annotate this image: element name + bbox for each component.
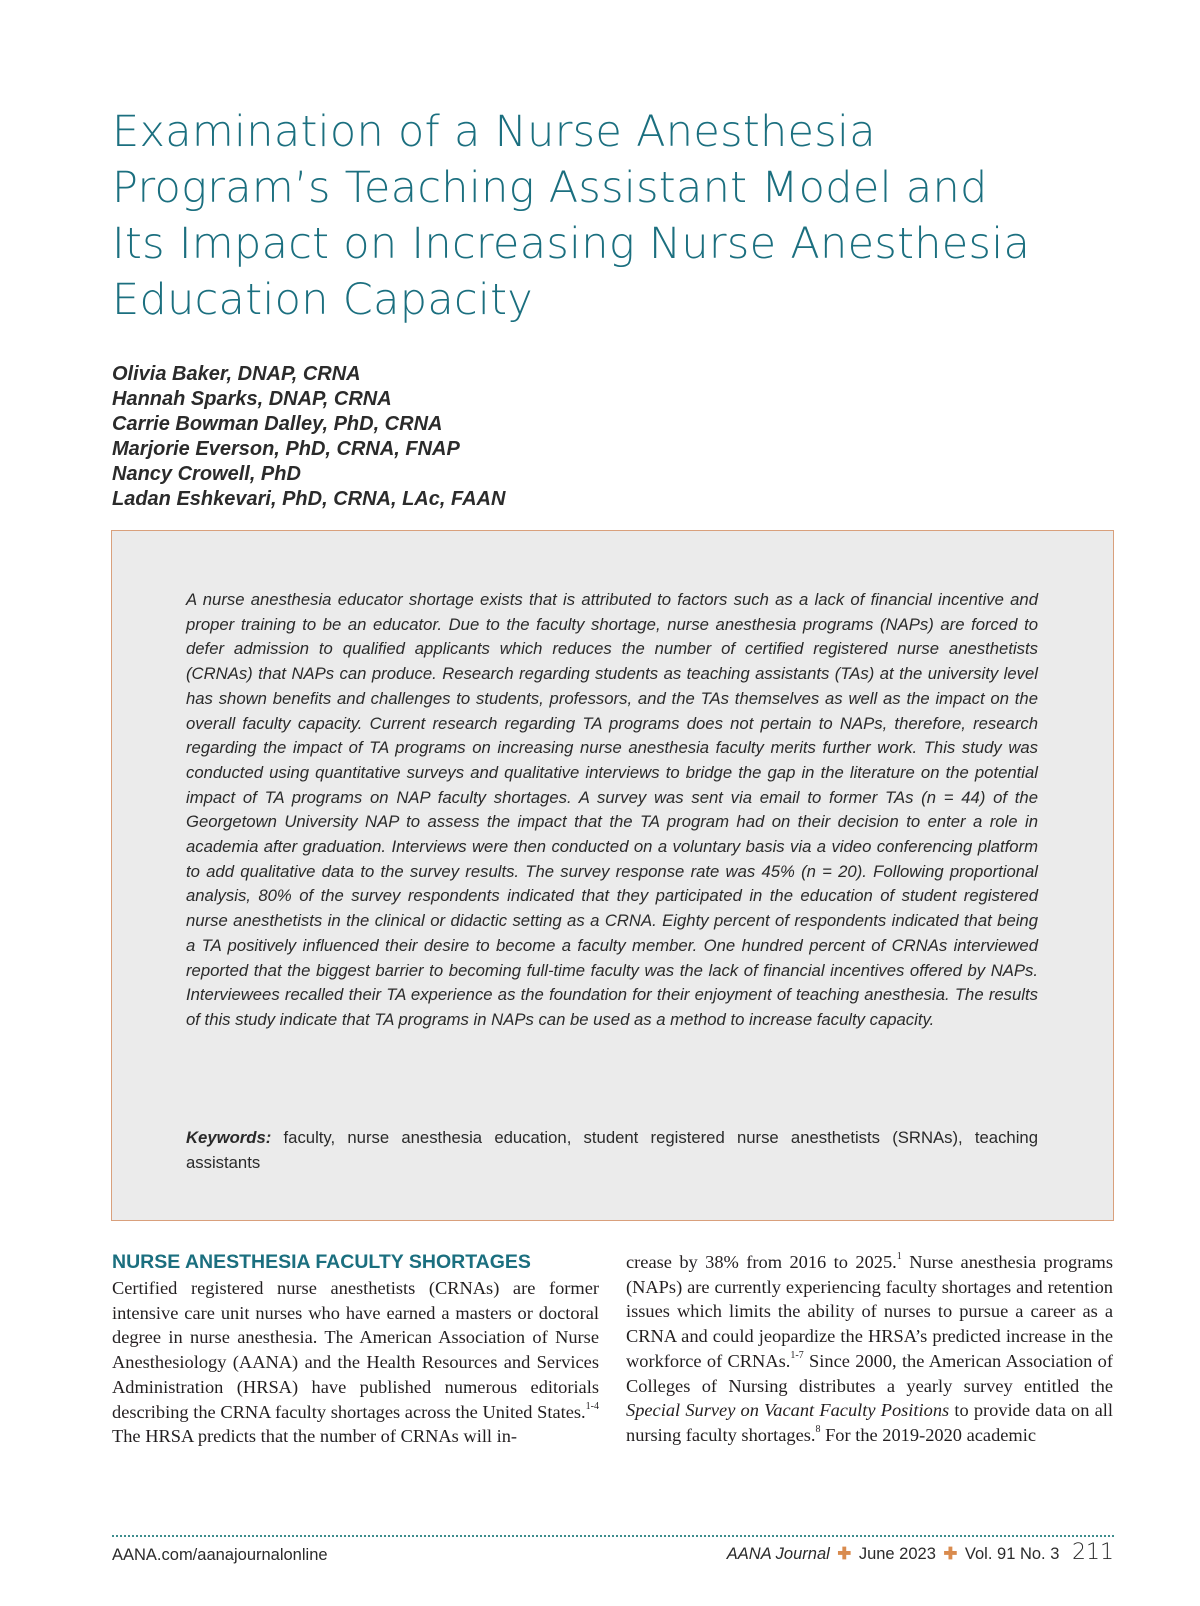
- citation-ref: 1-4: [585, 1400, 599, 1412]
- citation-ref: 1-7: [790, 1349, 804, 1361]
- journal-name: AANA Journal: [726, 1545, 830, 1563]
- issue-date: June 2023: [858, 1545, 936, 1563]
- author: Marjorie Everson, PhD, CRNA, FNAP: [112, 438, 460, 460]
- volume: Vol. 91: [964, 1545, 1016, 1563]
- body-text: to provide data on all nursing faculty shortages.: [626, 1400, 1114, 1445]
- title-line: Program’s Teaching Assistant Model and: [112, 163, 988, 213]
- author: Nancy Crowell, PhD: [112, 463, 301, 485]
- title-line: Its Impact on Increasing Nurse Anesthesia: [112, 219, 1031, 269]
- body-text: crease by 38% from 2016 to 2025.: [626, 1252, 897, 1272]
- title-line: Examination of a Nurse Anesthesia: [112, 107, 876, 157]
- body-text: For the 2019-2020 academic: [820, 1424, 1036, 1445]
- body-text: Nurse anesthesia programs (NAPs) are currently experiencing faculty shortages and retention issues which limits the ability of nurses to pursue a career as a CRNA and could jeopardize the HRSA’s predicted increase in the workforce of CRNAs.: [626, 1252, 1113, 1371]
- keywords-text: faculty, nurse anesthesia education, student registered nurse anesthetists (SRNAs), teaching assistants: [186, 1128, 1038, 1172]
- body-column-right: [626, 1250, 1113, 1448]
- author: Olivia Baker, DNAP, CRNA: [112, 363, 361, 385]
- journal-citation: [727, 1540, 1114, 1567]
- body-paragraph: [626, 1250, 1113, 1448]
- article-title: [112, 104, 1112, 328]
- abstract-box: [111, 530, 1114, 1221]
- body-text: Since 2000, the American Association of Colleges of Nursing distributes a yearly survey entitled the: [626, 1350, 1113, 1396]
- body-column-left: [112, 1250, 599, 1449]
- body-text: The HRSA predicts that the number of CRNAs will in-: [112, 1426, 518, 1447]
- citation-ref: 1: [896, 1251, 902, 1262]
- keywords-label: Keywords:: [186, 1128, 272, 1147]
- author: Hannah Sparks, DNAP, CRNA: [112, 388, 392, 410]
- section-heading: NURSE ANESTHESIA FACULTY SHORTAGES: [112, 1251, 531, 1273]
- abstract-text: A nurse anesthesia educator shortage exists that is attributed to factors such as a lack of financial incentive and proper training to be an educator. Due to the faculty shortage, nurse anesthesia programs (NAPs) are forced to defer admission to qualified applicants which reduces the number of certified registered nurse anesthetists (CRNAs) that NAPs can produce. Research regarding students as teaching assistants (TAs) at the university level has shown benefits and challenges to students, professors, and the TAs themselves as well as the impact on the overall faculty capacity. Current research regarding TA programs does not pertain to NAPs, therefore, research regarding the impact of TA programs on increasing nurse anesthesia faculty merits further work. This study was conducted using quantitative surveys and qualitative interviews to bridge the gap in the literature on the potential impact of TA programs on NAP faculty shortages. A survey was sent via email to former TAs (n = 44) of the Georgetown University NAP to assess the impact that the TA program had on their decision to enter a role in academia after graduation. Interviews were then conducted on a voluntary basis via a video conferencing platform to add qualitative data to the survey results. The survey response rate was 45% (n = 20). Following proportional analysis, 80% of the survey respondents indicated that they participated in the education of student registered nurse anesthetists in the clinical or didactic setting as a CRNA. Eighty percent of respondents indicated that being a TA positively influenced their desire to become a faculty member. One hundred percent of CRNAs interviewed reported that the biggest barrier to becoming full-time faculty was the lack of financial incentives offered by NAPs. Interviewees recalled their TA experience as the foundation for their enjoyment of teaching anesthesia. The results of this study indicate that TA programs in NAPs can be used as a method to increase faculty capacity.: [186, 590, 1038, 1029]
- cross-separator-icon: ✚: [837, 1545, 852, 1563]
- survey-title: Special Survey on Vacant Faculty Positions: [626, 1400, 950, 1421]
- footer-divider: [112, 1535, 1114, 1537]
- author: Carrie Bowman Dalley, PhD, CRNA: [112, 413, 443, 435]
- body-paragraph: [112, 1276, 599, 1449]
- title-line: Education Capacity: [112, 275, 534, 325]
- page-number: 211: [1072, 1540, 1114, 1565]
- author: Ladan Eshkevari, PhD, CRNA, LAc, FAAN: [112, 488, 506, 510]
- keywords: [186, 1126, 1038, 1175]
- issue: No. 3: [1019, 1545, 1060, 1563]
- cross-separator-icon: ✚: [943, 1545, 958, 1563]
- author-list: [112, 362, 505, 512]
- citation-ref: 8: [815, 1423, 821, 1435]
- journal-url[interactable]: AANA.com/aanajournalonline: [112, 1546, 328, 1564]
- body-text: Certified registered nurse anesthetists (CRNAs) are former intensive care unit nurses who have earned a masters or doctoral degree in nurse anesthesia. The American Association of Nurse Anesthesiology (AANA) and the Health Resources and Services Administration (HRSA) have published numerous editorials describing the CRNA faculty shortages across the United States.: [112, 1278, 599, 1422]
